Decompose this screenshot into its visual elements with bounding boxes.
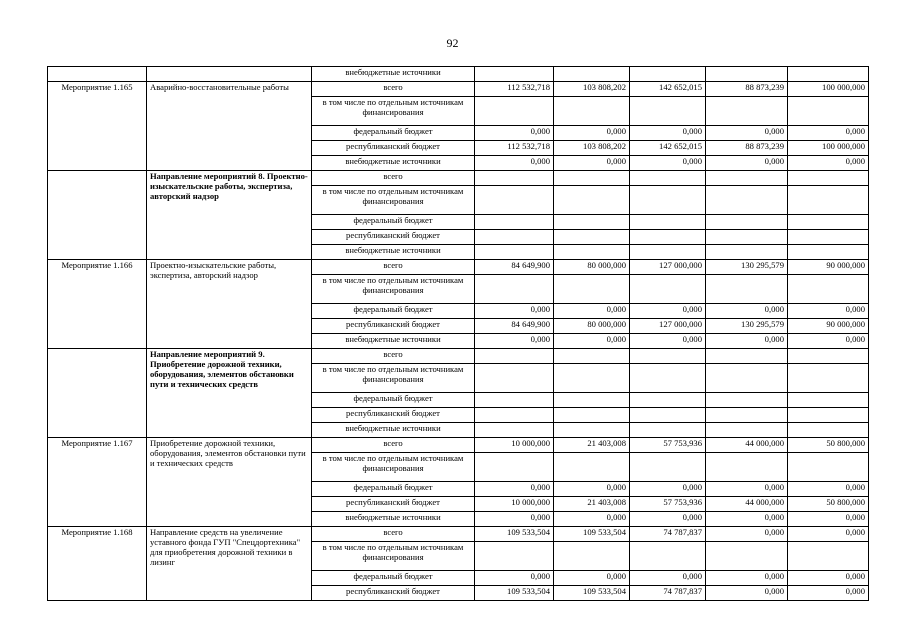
amount-cell: 103 808,202 — [554, 141, 630, 156]
amount-cell: 109 533,504 — [475, 586, 554, 601]
amount-cell — [554, 453, 630, 482]
funding-source-cell: всего — [312, 82, 475, 97]
amount-cell: 127 000,000 — [630, 260, 706, 275]
funding-source-cell: внебюджетные источники — [312, 245, 475, 260]
amount-cell: 0,000 — [554, 482, 630, 497]
amount-cell: 127 000,000 — [630, 319, 706, 334]
amount-cell: 0,000 — [788, 334, 869, 349]
amount-cell: 80 000,000 — [554, 260, 630, 275]
amount-cell: 0,000 — [706, 512, 788, 527]
amount-cell: 0,000 — [630, 126, 706, 141]
measure-id-cell: Мероприятие 1.166 — [48, 260, 147, 349]
amount-cell: 0,000 — [630, 156, 706, 171]
funding-source-cell: федеральный бюджет — [312, 304, 475, 319]
amount-cell — [788, 453, 869, 482]
amount-cell: 109 533,504 — [554, 586, 630, 601]
amount-cell — [554, 171, 630, 186]
amount-cell — [630, 349, 706, 364]
amount-cell: 142 652,015 — [630, 82, 706, 97]
amount-cell: 0,000 — [788, 156, 869, 171]
table-body — [48, 67, 869, 601]
funding-source-cell: всего — [312, 349, 475, 364]
funding-source-cell: внебюджетные источники — [312, 67, 475, 82]
funding-source-cell: федеральный бюджет — [312, 571, 475, 586]
amount-cell — [788, 245, 869, 260]
amount-cell — [554, 245, 630, 260]
funding-source-cell: внебюджетные источники — [312, 334, 475, 349]
amount-cell — [788, 542, 869, 571]
measure-name-cell: Направление мероприятий 9. Приобретение дорожной техники, оборудования, элементов обстановки пути и технических средств — [147, 349, 312, 438]
amount-cell — [630, 393, 706, 408]
measure-name-cell: Аварийно-восстановительные работы — [147, 82, 312, 171]
amount-cell — [554, 349, 630, 364]
funding-source-cell: внебюджетные источники — [312, 512, 475, 527]
amount-cell: 100 000,000 — [788, 141, 869, 156]
amount-cell — [788, 171, 869, 186]
amount-cell — [706, 97, 788, 126]
table-row — [48, 67, 869, 82]
amount-cell — [706, 423, 788, 438]
amount-cell: 74 787,837 — [630, 527, 706, 542]
amount-cell: 100 000,000 — [788, 82, 869, 97]
amount-cell — [554, 67, 630, 82]
amount-cell — [475, 453, 554, 482]
amount-cell — [706, 393, 788, 408]
amount-cell: 112 532,718 — [475, 82, 554, 97]
funding-source-cell: республиканский бюджет — [312, 319, 475, 334]
amount-cell: 0,000 — [706, 482, 788, 497]
amount-cell — [554, 364, 630, 393]
amount-cell — [554, 230, 630, 245]
amount-cell — [706, 542, 788, 571]
amount-cell: 10 000,000 — [475, 497, 554, 512]
amount-cell — [554, 408, 630, 423]
funding-source-cell: республиканский бюджет — [312, 586, 475, 601]
funding-source-cell: федеральный бюджет — [312, 215, 475, 230]
amount-cell: 0,000 — [630, 304, 706, 319]
table-row — [48, 349, 869, 364]
amount-cell: 0,000 — [706, 586, 788, 601]
measure-name-cell: Направление средств на увеличение уставного фонда ГУП "Спецдортехника" для приобретения дорожной техники в лизинг — [147, 527, 312, 601]
amount-cell — [788, 67, 869, 82]
amount-cell: 0,000 — [554, 304, 630, 319]
amount-cell: 109 533,504 — [475, 527, 554, 542]
amount-cell: 112 532,718 — [475, 141, 554, 156]
amount-cell — [706, 364, 788, 393]
amount-cell — [706, 275, 788, 304]
measure-id-cell: Мероприятие 1.168 — [48, 527, 147, 601]
amount-cell — [554, 393, 630, 408]
table-row — [48, 82, 869, 97]
amount-cell — [706, 230, 788, 245]
amount-cell — [788, 423, 869, 438]
table-row — [48, 171, 869, 186]
funding-source-cell: внебюджетные источники — [312, 423, 475, 438]
amount-cell: 0,000 — [788, 586, 869, 601]
amount-cell: 44 000,000 — [706, 438, 788, 453]
amount-cell: 0,000 — [630, 482, 706, 497]
funding-source-cell: республиканский бюджет — [312, 497, 475, 512]
amount-cell: 57 753,936 — [630, 438, 706, 453]
amount-cell — [706, 408, 788, 423]
measure-id-cell: Мероприятие 1.167 — [48, 438, 147, 527]
amount-cell: 0,000 — [706, 156, 788, 171]
funding-source-cell: в том числе по отдельным источникам финансирования — [312, 364, 475, 393]
amount-cell: 0,000 — [788, 304, 869, 319]
table-row — [48, 438, 869, 453]
funding-source-cell: республиканский бюджет — [312, 230, 475, 245]
amount-cell — [475, 171, 554, 186]
funding-source-cell: всего — [312, 260, 475, 275]
amount-cell — [788, 408, 869, 423]
amount-cell — [630, 364, 706, 393]
amount-cell — [630, 245, 706, 260]
measure-id-cell — [48, 171, 147, 260]
funding-source-cell: в том числе по отдельным источникам финансирования — [312, 97, 475, 126]
amount-cell — [475, 393, 554, 408]
amount-cell: 84 649,900 — [475, 319, 554, 334]
funding-source-cell: в том числе по отдельным источникам финансирования — [312, 453, 475, 482]
funding-source-cell: всего — [312, 171, 475, 186]
amount-cell: 109 533,504 — [554, 527, 630, 542]
amount-cell — [554, 97, 630, 126]
amount-cell: 57 753,936 — [630, 497, 706, 512]
amount-cell — [706, 171, 788, 186]
amount-cell — [475, 245, 554, 260]
amount-cell — [630, 186, 706, 215]
amount-cell: 0,000 — [788, 482, 869, 497]
amount-cell — [630, 215, 706, 230]
amount-cell: 0,000 — [475, 126, 554, 141]
amount-cell — [630, 171, 706, 186]
amount-cell — [475, 275, 554, 304]
funding-source-cell: внебюджетные источники — [312, 156, 475, 171]
amount-cell: 0,000 — [706, 334, 788, 349]
amount-cell: 0,000 — [788, 571, 869, 586]
amount-cell — [475, 542, 554, 571]
amount-cell — [475, 364, 554, 393]
amount-cell — [630, 542, 706, 571]
amount-cell — [706, 245, 788, 260]
amount-cell — [706, 349, 788, 364]
amount-cell — [788, 393, 869, 408]
funding-source-cell: федеральный бюджет — [312, 482, 475, 497]
funding-source-cell: федеральный бюджет — [312, 393, 475, 408]
amount-cell — [630, 408, 706, 423]
amount-cell — [475, 408, 554, 423]
amount-cell: 0,000 — [475, 334, 554, 349]
amount-cell — [475, 423, 554, 438]
amount-cell — [630, 423, 706, 438]
amount-cell — [788, 364, 869, 393]
measure-id-cell — [48, 349, 147, 438]
amount-cell — [554, 275, 630, 304]
amount-cell — [475, 67, 554, 82]
amount-cell — [788, 275, 869, 304]
amount-cell: 0,000 — [630, 512, 706, 527]
amount-cell: 50 800,000 — [788, 438, 869, 453]
amount-cell — [630, 275, 706, 304]
amount-cell — [475, 97, 554, 126]
amount-cell: 0,000 — [706, 571, 788, 586]
funding-source-cell: федеральный бюджет — [312, 126, 475, 141]
amount-cell — [706, 453, 788, 482]
amount-cell: 0,000 — [630, 334, 706, 349]
amount-cell — [475, 186, 554, 215]
amount-cell: 130 295,579 — [706, 260, 788, 275]
table-row — [48, 527, 869, 542]
funding-source-cell: в том числе по отдельным источникам финансирования — [312, 275, 475, 304]
amount-cell — [475, 215, 554, 230]
measure-name-cell — [147, 67, 312, 82]
funding-source-cell: республиканский бюджет — [312, 408, 475, 423]
amount-cell: 90 000,000 — [788, 319, 869, 334]
amount-cell: 0,000 — [788, 126, 869, 141]
amount-cell — [788, 349, 869, 364]
amount-cell: 88 873,239 — [706, 141, 788, 156]
amount-cell: 74 787,837 — [630, 586, 706, 601]
amount-cell: 0,000 — [554, 126, 630, 141]
measure-id-cell: Мероприятие 1.165 — [48, 82, 147, 171]
amount-cell — [788, 215, 869, 230]
amount-cell: 0,000 — [475, 512, 554, 527]
amount-cell — [706, 215, 788, 230]
amount-cell: 0,000 — [788, 527, 869, 542]
amount-cell — [554, 542, 630, 571]
amount-cell: 0,000 — [554, 156, 630, 171]
amount-cell: 0,000 — [706, 527, 788, 542]
amount-cell — [706, 67, 788, 82]
amount-cell: 10 000,000 — [475, 438, 554, 453]
funding-source-cell: республиканский бюджет — [312, 141, 475, 156]
amount-cell: 44 000,000 — [706, 497, 788, 512]
funding-source-cell: в том числе по отдельным источникам финансирования — [312, 542, 475, 571]
amount-cell — [475, 349, 554, 364]
amount-cell — [706, 186, 788, 215]
amount-cell: 0,000 — [554, 334, 630, 349]
page-number: 92 — [446, 36, 459, 50]
budget-table — [47, 66, 869, 601]
amount-cell — [554, 215, 630, 230]
amount-cell: 142 652,015 — [630, 141, 706, 156]
amount-cell: 0,000 — [475, 156, 554, 171]
funding-source-cell: всего — [312, 438, 475, 453]
amount-cell — [630, 67, 706, 82]
amount-cell: 0,000 — [630, 571, 706, 586]
amount-cell: 0,000 — [475, 304, 554, 319]
amount-cell: 84 649,900 — [475, 260, 554, 275]
amount-cell: 0,000 — [475, 571, 554, 586]
amount-cell: 88 873,239 — [706, 82, 788, 97]
amount-cell: 80 000,000 — [554, 319, 630, 334]
amount-cell: 90 000,000 — [788, 260, 869, 275]
measure-name-cell: Проектно-изыскательские работы, экспертиза, авторский надзор — [147, 260, 312, 349]
amount-cell: 130 295,579 — [706, 319, 788, 334]
amount-cell: 0,000 — [554, 571, 630, 586]
funding-source-cell: в том числе по отдельным источникам финансирования — [312, 186, 475, 215]
amount-cell: 0,000 — [554, 512, 630, 527]
amount-cell — [630, 97, 706, 126]
amount-cell: 0,000 — [706, 126, 788, 141]
funding-source-cell: всего — [312, 527, 475, 542]
amount-cell: 0,000 — [788, 512, 869, 527]
amount-cell: 50 800,000 — [788, 497, 869, 512]
amount-cell — [630, 230, 706, 245]
measure-name-cell: Направление мероприятий 8. Проектно-изыскательские работы, экспертиза, авторский надзор — [147, 171, 312, 260]
amount-cell: 21 403,008 — [554, 438, 630, 453]
amount-cell: 103 808,202 — [554, 82, 630, 97]
measure-id-cell — [48, 67, 147, 82]
amount-cell — [554, 186, 630, 215]
table-row — [48, 260, 869, 275]
amount-cell: 0,000 — [475, 482, 554, 497]
amount-cell — [554, 423, 630, 438]
amount-cell — [788, 97, 869, 126]
amount-cell: 21 403,008 — [554, 497, 630, 512]
amount-cell — [630, 453, 706, 482]
amount-cell — [788, 230, 869, 245]
amount-cell — [788, 186, 869, 215]
amount-cell — [475, 230, 554, 245]
measure-name-cell: Приобретение дорожной техники, оборудования, элементов обстановки пути и технических средств — [147, 438, 312, 527]
amount-cell: 0,000 — [706, 304, 788, 319]
